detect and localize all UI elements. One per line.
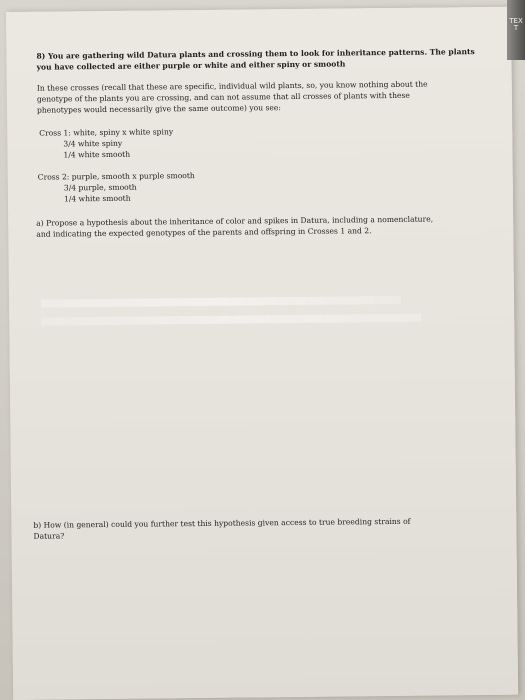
question-intro-line-2: genotype of the plants you are crossing, and can not assume that all crosses of plants with these [36, 90, 410, 104]
part-a-line-2: and indicating the expected genotypes of the parents and offspring in Crosses 1 and 2. [36, 226, 372, 239]
cross-2-title: Cross 2: purple, smooth x purple smooth [37, 171, 195, 182]
cross-1-result-1: 3/4 white spiny [63, 138, 123, 149]
bleed-through-text [41, 293, 443, 325]
worksheet-page [6, 7, 518, 700]
cross-1-result-2: 1/4 white smooth [63, 149, 131, 160]
part-a-line-1: a) Propose a hypothesis about the inheritance of color and spikes in Datura, including a nomenclature, [36, 214, 434, 228]
edge-label-text: TEXT [509, 17, 523, 32]
question-heading-line-2: you have collected are either purple or white and either spiny or smooth [36, 59, 346, 72]
edge-label-strip [507, 0, 525, 60]
question-intro-line-1: In these crosses (recall that these are specific, individual wild plants, so, you know nothing about the [36, 79, 428, 93]
question-intro-line-3: phenotypes would necessarily give the same outcome) you see: [36, 103, 281, 115]
question-heading-line-1: 8) You are gathering wild Datura plants and crossing them to look for inheritance patterns. The plants [36, 47, 475, 61]
cross-2-result-1: 3/4 purple, smooth [63, 182, 137, 193]
cross-1-title: Cross 1: white, spiny x white spiny [39, 127, 174, 138]
part-b-line-1: b) How (in general) could you further test this hypothesis given access to true breeding strains of [33, 516, 411, 530]
cross-2-result-2: 1/4 white smooth [63, 193, 131, 204]
part-b-line-2: Datura? [33, 531, 65, 541]
